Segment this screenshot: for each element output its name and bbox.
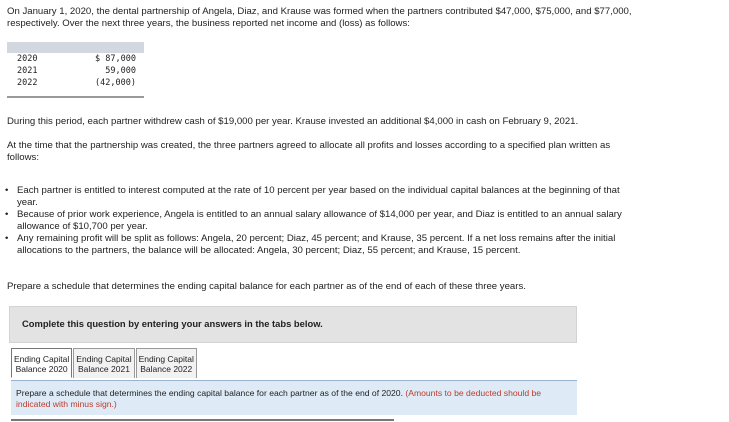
list-item-text: Each partner is entitled to interest computed at the rate of 10 percent per year based on the individual capital balances at the beginning of that year. (17, 185, 620, 208)
tab-label-line1: Ending Capital (138, 354, 194, 364)
bullet-icon: • (5, 233, 9, 244)
table-year: 2020 (17, 54, 38, 64)
table-header-bar (7, 42, 144, 53)
tab-panel (11, 380, 577, 415)
divider (11, 419, 394, 421)
table-row (7, 65, 144, 77)
instruction-box (9, 306, 577, 343)
withdrawal-paragraph: During this period, each partner withdrew cash of $19,000 per year. Krause invested an additional $4,000 in cash on February 9, 2021. (7, 116, 579, 127)
table-value: (42,000) (95, 78, 136, 88)
table-row (7, 77, 144, 89)
tab-label-line1: Ending Capital (76, 354, 132, 364)
task-paragraph: Prepare a schedule that determines the ending capital balance for each partner as of the end of each of these three years. (7, 281, 526, 292)
tab-label-line1: Ending Capital (14, 354, 70, 364)
tab-ending-capital-2021[interactable] (73, 348, 134, 378)
panel-note: (Amounts to be deducted should be indicated with minus sign.) (16, 388, 542, 409)
list-item-text: Any remaining profit will be split as follows: Angela, 20 percent; Diaz, 45 percent; and Krause, 35 percent. If a net loss remains after the initial allocations to the partners, the balance will be allocated: Angela, 30 percent; Diaz, 55 percent; and Krause, 15 percent. (17, 233, 616, 256)
list-item (0, 185, 640, 209)
net-income-table (7, 42, 144, 98)
panel-text: Prepare a schedule that determines the ending capital balance for each partner as of the end of 2020. (16, 388, 403, 398)
allocation-rules-list (0, 185, 640, 257)
intro-paragraph: On January 1, 2020, the dental partnership of Angela, Diaz, and Krause was formed when the partners contributed $47,000, $75,000, and $77,000, respectively. Over the next three years, the business reported net income and (loss) as follows: (7, 6, 632, 29)
bullet-icon: • (5, 185, 9, 196)
tab-label-line2: Balance 2020 (15, 364, 68, 374)
instruction-text: Complete this question by entering your answers in the tabs below. (22, 318, 323, 329)
tab-label-line2: Balance 2022 (140, 364, 193, 374)
table-value: $ 87,000 (95, 54, 136, 64)
table-row (7, 53, 144, 65)
tab-label-line2: Balance 2021 (77, 364, 130, 374)
list-item (0, 209, 640, 233)
table-year: 2021 (17, 66, 38, 76)
answer-tabs (11, 348, 197, 378)
tab-ending-capital-2022[interactable] (136, 348, 197, 378)
allocation-plan-paragraph: At the time that the partnership was created, the three partners agreed to allocate all profits and losses according to a specified plan written as follows: (7, 140, 611, 163)
list-item-text: Because of prior work experience, Angela is entitled to an annual salary allowance of $14,000 per year, and Diaz is entitled to an annual salary allowance of $10,700 per year. (17, 209, 622, 232)
tab-ending-capital-2020[interactable] (11, 348, 72, 378)
table-value: 59,000 (105, 66, 136, 76)
list-item (0, 233, 640, 257)
table-year: 2022 (17, 78, 38, 88)
bullet-icon: • (5, 209, 9, 220)
table-bottom-rule (7, 96, 144, 98)
panel-instructions (16, 388, 566, 410)
